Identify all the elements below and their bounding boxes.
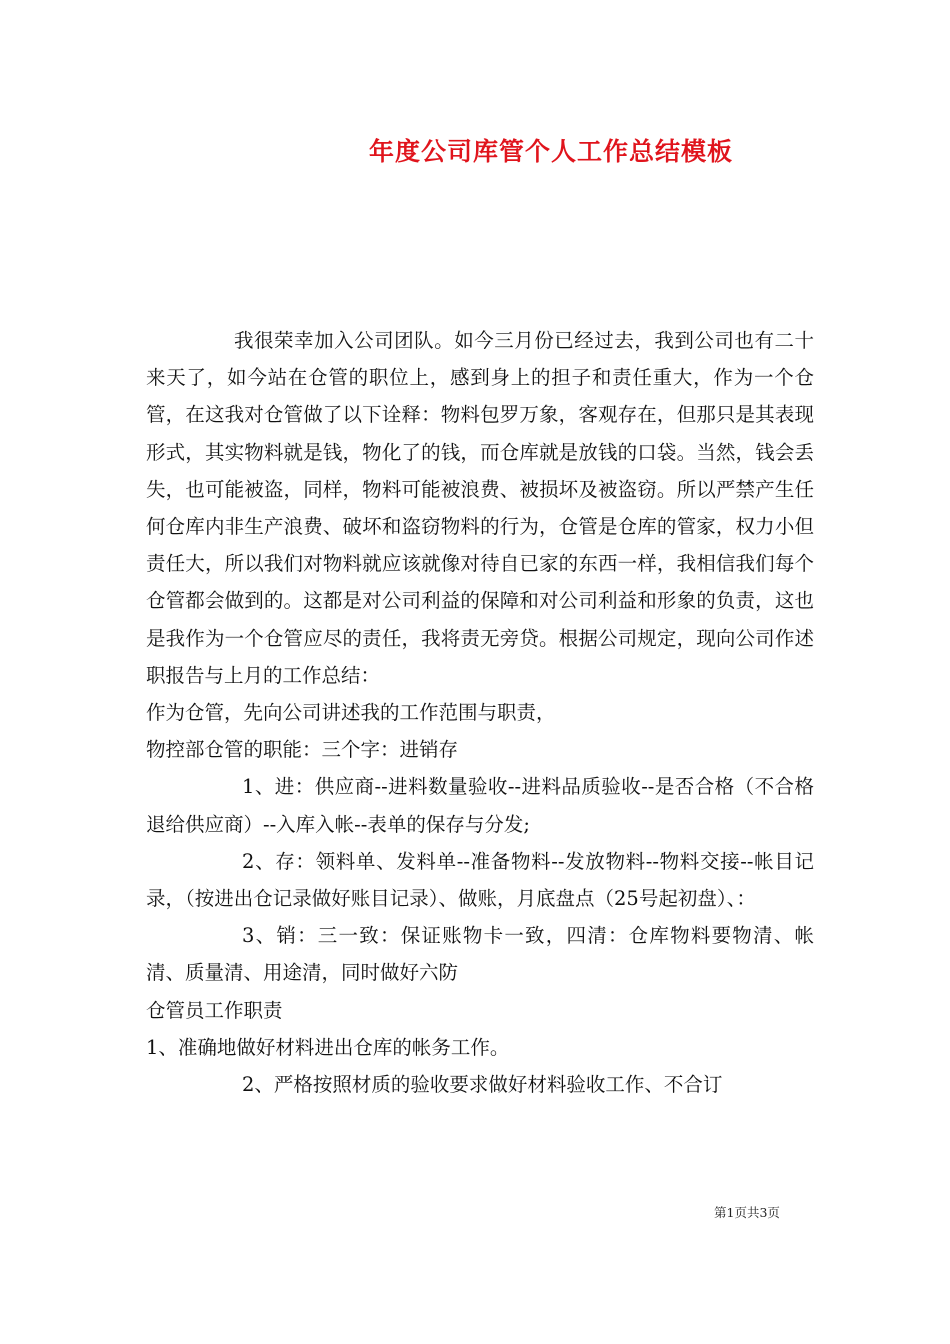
paragraph-intro: 我很荣幸加入公司团队。如今三月份已经过去，我到公司也有二十来天了，如今站在仓管的职位上，感到身上的担子和责任重大，作为一个仓管，在这我对仓管做了以下诠释：物料包罗万象，客观存在，但那只是其表现形式，其实物料就是钱，物化了的钱，而仓库就是放钱的口袋。当然，钱会丢失，也可能被盗，同样，物料可能被浪费、被损坏及被盗窃。所以严禁产生任何仓库内非生产浪费、破坏和盗窃物料的行为，仓管是仓库的管家，权力小但责任大，所以我们对物料就应该就像对待自已家的东西一样，我相信我们每个仓管都会做到的。这都是对公司利益的保障和对公司利益和形象的负责，这也是我作为一个仓管应尽的责任，我将责无旁贷。根据公司规定，现向公司作述职报告与上月的工作总结： — [146, 329, 814, 687]
paragraph-item-in: 1、进：供应商--进料数量验收--进料品质验收--是否合格（不合格退给供应商）--入库入帐--表单的保存与分发; — [146, 775, 814, 836]
document-body — [146, 322, 814, 1103]
page-number: 第1页共3页 — [714, 1205, 780, 1220]
section-heading-duties: 仓管员工作职责 — [146, 998, 283, 1022]
paragraph-functions: 物控部仓管的职能：三个字：进销存 — [146, 738, 459, 762]
paragraph-item-store: 2、存：领料单、发料单--准备物料--发放物料--物料交接--帐目记录，（按进出仓记录做好账目记录）、做账，月底盘点（25号起初盘）、： — [146, 849, 814, 911]
paragraph-duty-2: 2、严格按照材质的验收要求做好材料验收工作、不合订 — [242, 1073, 723, 1097]
paragraph-item-out: 3、销：三一致：保证账物卡一致，四清：仓库物料要物清、帐清、质量清、用途清，同时做好六防 — [146, 924, 814, 985]
paragraph-scope: 作为仓管，先向公司讲述我的工作范围与职责， — [146, 701, 556, 725]
document-title: 年度公司库管个人工作总结模板 — [368, 137, 733, 166]
paragraph-duty-1: 1、准确地做好材料进出仓库的帐务工作。 — [146, 1035, 510, 1059]
